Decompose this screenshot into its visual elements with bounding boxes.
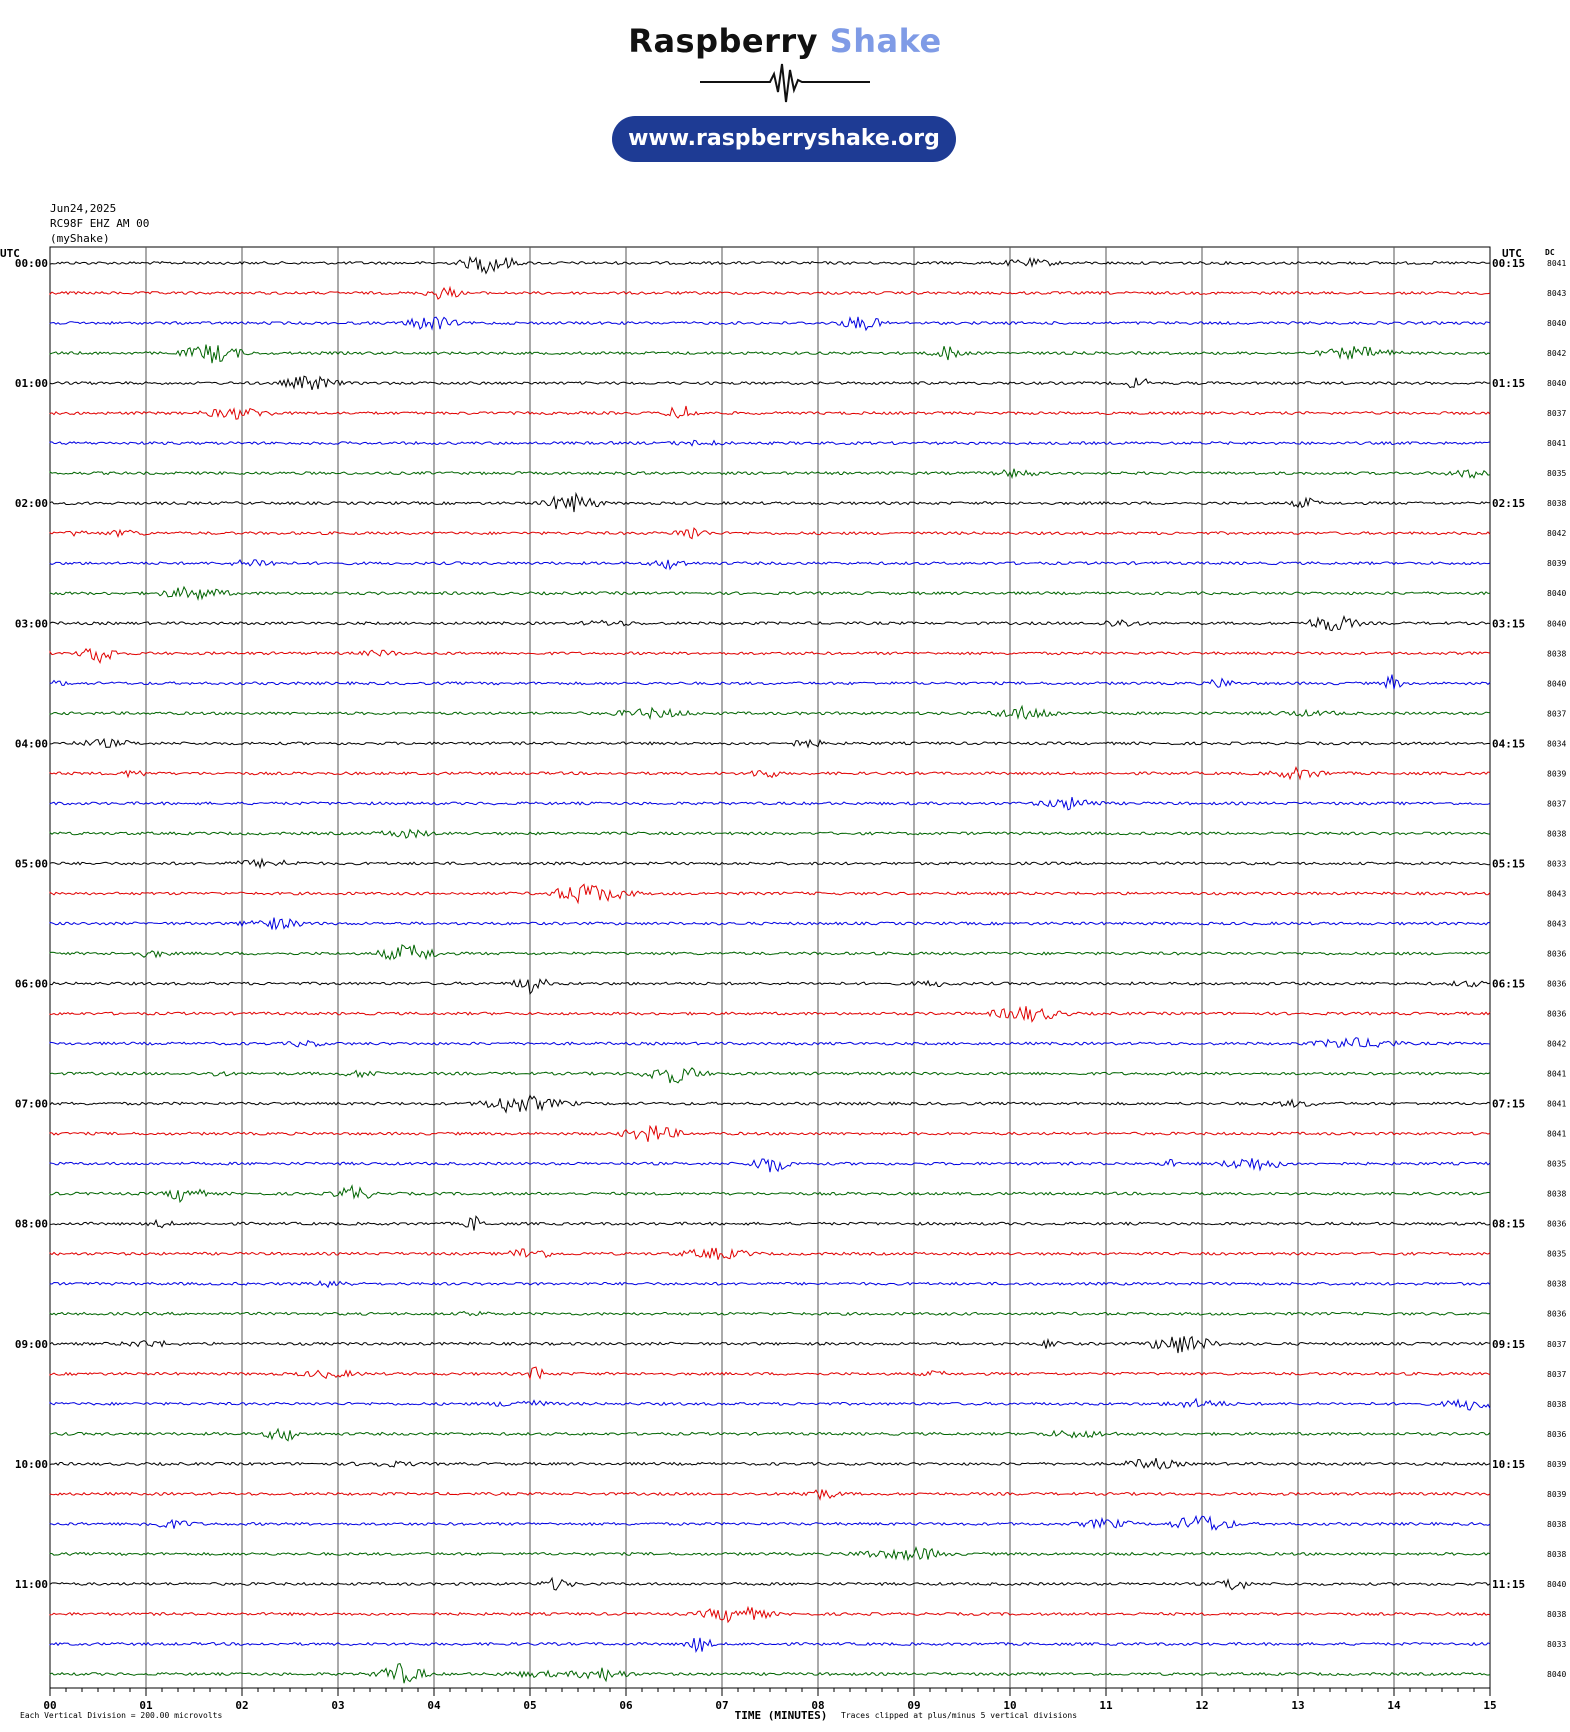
seismic-trace <box>50 1664 1490 1684</box>
dc-offset-label: 8037 <box>1547 709 1567 719</box>
dc-offset-label: 8043 <box>1547 889 1567 899</box>
x-tick-label: 08 <box>811 1699 825 1712</box>
x-tick-label: 05 <box>523 1699 537 1712</box>
dc-offset-label: 8038 <box>1547 1549 1567 1559</box>
dc-offset-label: 8040 <box>1547 379 1567 389</box>
dc-offset-label: 8036 <box>1547 1219 1567 1229</box>
seismic-trace <box>50 406 1490 419</box>
header-source: (myShake) <box>50 232 110 245</box>
dc-offset-label: 8038 <box>1547 1399 1567 1409</box>
seismic-trace <box>50 1458 1490 1469</box>
seismic-trace <box>50 1607 1490 1622</box>
dc-offset-label: 8036 <box>1547 1309 1567 1319</box>
website-link[interactable]: www.raspberryshake.org <box>612 116 956 162</box>
seismic-trace <box>50 1006 1490 1021</box>
hour-label-right: 04:15 <box>1492 737 1526 751</box>
hour-label-left: 02:00 <box>14 497 48 511</box>
dc-offset-label: 8036 <box>1547 1429 1567 1439</box>
dc-offset-label: 8037 <box>1547 1339 1567 1349</box>
x-tick-label: 13 <box>1291 1699 1305 1712</box>
x-tick-label: 15 <box>1483 1699 1497 1712</box>
hour-label-right: 00:15 <box>1492 257 1526 270</box>
seismic-trace <box>50 1281 1490 1287</box>
seismic-trace <box>50 739 1490 747</box>
logo-word-shake: Shake <box>829 22 942 60</box>
hour-label-right: 10:15 <box>1492 1457 1526 1471</box>
dc-offset-label: 8037 <box>1547 799 1567 809</box>
hour-label-left: 08:00 <box>14 1217 48 1231</box>
seismic-trace <box>50 617 1490 631</box>
seismic-trace <box>50 1248 1490 1260</box>
x-tick-label: 06 <box>619 1699 633 1712</box>
seismic-trace <box>50 1399 1490 1410</box>
seismic-trace <box>50 675 1490 689</box>
dc-offset-label: 8040 <box>1547 1579 1567 1589</box>
dc-offset-label: 8040 <box>1547 1670 1567 1679</box>
dc-offset-label: 8042 <box>1547 1039 1567 1049</box>
seismic-trace <box>50 257 1490 273</box>
hour-label-right: 01:15 <box>1492 377 1526 391</box>
dc-offset-label: 8041 <box>1547 1099 1567 1109</box>
dc-offset-label: 8043 <box>1547 919 1567 929</box>
seismic-trace <box>50 918 1490 930</box>
hour-label-left: 03:00 <box>14 617 48 631</box>
x-tick-label: 03 <box>331 1699 345 1712</box>
dc-offset-label: 8039 <box>1547 1489 1567 1499</box>
dc-offset-label: 8040 <box>1547 589 1567 599</box>
seismic-trace <box>50 945 1490 960</box>
dc-offset-label: 8043 <box>1547 289 1567 299</box>
dc-offset-label: 8039 <box>1547 559 1567 569</box>
dc-offset-label: 8033 <box>1547 1639 1567 1649</box>
seismic-trace <box>50 1186 1490 1202</box>
x-tick-label: 07 <box>715 1699 729 1712</box>
dc-offset-label: 8038 <box>1547 499 1567 509</box>
header-station: RC98F EHZ AM 00 <box>50 217 150 230</box>
hour-label-right: 03:15 <box>1492 617 1526 631</box>
seismic-trace <box>50 288 1490 300</box>
seismic-trace <box>50 1578 1490 1590</box>
seismic-trace <box>50 979 1490 993</box>
hour-label-right: 07:15 <box>1492 1097 1526 1111</box>
seismic-trace <box>50 830 1490 838</box>
plot-frame <box>50 247 1490 1688</box>
dc-offset-label: 8041 <box>1547 1069 1567 1079</box>
dc-offset-label: 8036 <box>1547 1009 1567 1019</box>
dc-offset-label: 8038 <box>1547 1189 1567 1199</box>
dc-offset-label: 8037 <box>1547 1369 1567 1379</box>
dc-offset-label: 8034 <box>1547 739 1567 749</box>
seismic-trace <box>50 560 1490 569</box>
seismic-trace <box>50 1038 1490 1048</box>
seismic-trace <box>50 797 1490 810</box>
dc-offset-label: 8038 <box>1547 1279 1567 1289</box>
hour-label-left: 05:00 <box>14 857 48 871</box>
seismic-trace <box>50 859 1490 867</box>
scale-note: Each Vertical Division = 200.00 microvolts <box>20 1711 223 1720</box>
hour-label-left: 00:00 <box>14 257 48 270</box>
dc-offset-label: 8041 <box>1547 259 1567 268</box>
seismic-trace <box>50 317 1490 330</box>
dc-offset-label: 8039 <box>1547 769 1567 779</box>
dc-offset-label: 8035 <box>1547 469 1567 479</box>
x-tick-label: 04 <box>427 1699 441 1712</box>
seismic-trace <box>50 469 1490 478</box>
seismic-trace <box>50 1429 1490 1441</box>
hour-label-right: 02:15 <box>1492 497 1526 511</box>
x-tick-label: 00 <box>43 1699 57 1712</box>
dc-offset-label: 8037 <box>1547 409 1567 419</box>
seismic-trace <box>50 706 1490 719</box>
hour-label-right: 05:15 <box>1492 857 1526 871</box>
seismic-trace <box>50 1312 1490 1316</box>
dc-offset-label: 8033 <box>1547 859 1567 869</box>
x-tick-label: 12 <box>1195 1699 1209 1712</box>
seismic-trace <box>50 1490 1490 1500</box>
seismic-trace <box>50 884 1490 902</box>
hour-label-right: 11:15 <box>1492 1577 1526 1591</box>
seismic-trace <box>50 587 1490 599</box>
dc-offset-label: 8042 <box>1547 349 1567 359</box>
dc-offset-label: 8040 <box>1547 619 1567 629</box>
seismic-trace <box>50 767 1490 778</box>
seismic-trace <box>50 345 1490 364</box>
x-tick-label: 14 <box>1387 1699 1401 1712</box>
hour-label-left: 01:00 <box>14 377 48 391</box>
header-date: Jun24,2025 <box>50 202 117 215</box>
seismic-trace <box>50 1638 1490 1652</box>
dc-offset-label: 8039 <box>1547 1459 1567 1469</box>
dc-offset-label: 8038 <box>1547 829 1567 839</box>
dc-offset-label: 8035 <box>1547 1159 1567 1169</box>
x-axis-title: TIME (MINUTES) <box>734 1709 828 1722</box>
hour-label-left: 09:00 <box>14 1337 48 1351</box>
seismic-trace <box>50 1068 1490 1083</box>
seismic-trace <box>50 1158 1490 1172</box>
clip-note: Traces clipped at plus/minus 5 vertical divisions <box>841 1711 1078 1720</box>
seismic-trace <box>50 1516 1490 1530</box>
dc-offset-label: 8036 <box>1547 949 1567 959</box>
hour-label-right: 08:15 <box>1492 1217 1526 1231</box>
dc-offset-label: 8038 <box>1547 649 1567 659</box>
seismic-trace <box>50 1336 1490 1353</box>
dc-offset-label: 8036 <box>1547 979 1567 989</box>
hour-label-left: 11:00 <box>14 1577 48 1591</box>
hour-label-right: 06:15 <box>1492 977 1526 991</box>
dc-offset-label: 8041 <box>1547 1129 1567 1139</box>
hour-label-right: 09:15 <box>1492 1337 1526 1351</box>
seismic-trace <box>50 440 1490 445</box>
dc-offset-label: 8038 <box>1547 1609 1567 1619</box>
utc-label-right: UTC <box>1502 247 1522 260</box>
dc-offset-label: 8038 <box>1547 1519 1567 1529</box>
seismic-trace <box>50 1216 1490 1230</box>
seismic-trace <box>50 1126 1490 1142</box>
hour-label-left: 06:00 <box>14 977 48 991</box>
seismic-trace <box>50 494 1490 512</box>
x-tick-label: 02 <box>235 1699 249 1712</box>
hour-label-left: 04:00 <box>14 737 48 751</box>
seismic-trace <box>50 649 1490 663</box>
x-tick-label: 11 <box>1099 1699 1113 1712</box>
seismic-trace <box>50 1095 1490 1112</box>
utc-label-left: UTC <box>0 247 20 260</box>
dc-offset-label: 8041 <box>1547 439 1567 449</box>
x-tick-label: 10 <box>1003 1699 1017 1712</box>
dc-offset-label: 8040 <box>1547 319 1567 329</box>
logo-word-raspberry: Raspberry <box>628 22 819 60</box>
x-tick-label: 09 <box>907 1699 921 1712</box>
dc-offset-label: 8040 <box>1547 679 1567 689</box>
x-tick-label: 01 <box>139 1699 153 1712</box>
seismic-trace <box>50 528 1490 539</box>
hour-label-left: 10:00 <box>14 1457 48 1471</box>
dc-offset-label: 8035 <box>1547 1249 1567 1259</box>
seismic-trace <box>50 376 1490 390</box>
hour-label-left: 07:00 <box>14 1097 48 1111</box>
dc-offset-label: 8042 <box>1547 529 1567 539</box>
seismic-trace <box>50 1548 1490 1560</box>
seismic-trace <box>50 1367 1490 1378</box>
dc-label: DC <box>1545 248 1555 257</box>
